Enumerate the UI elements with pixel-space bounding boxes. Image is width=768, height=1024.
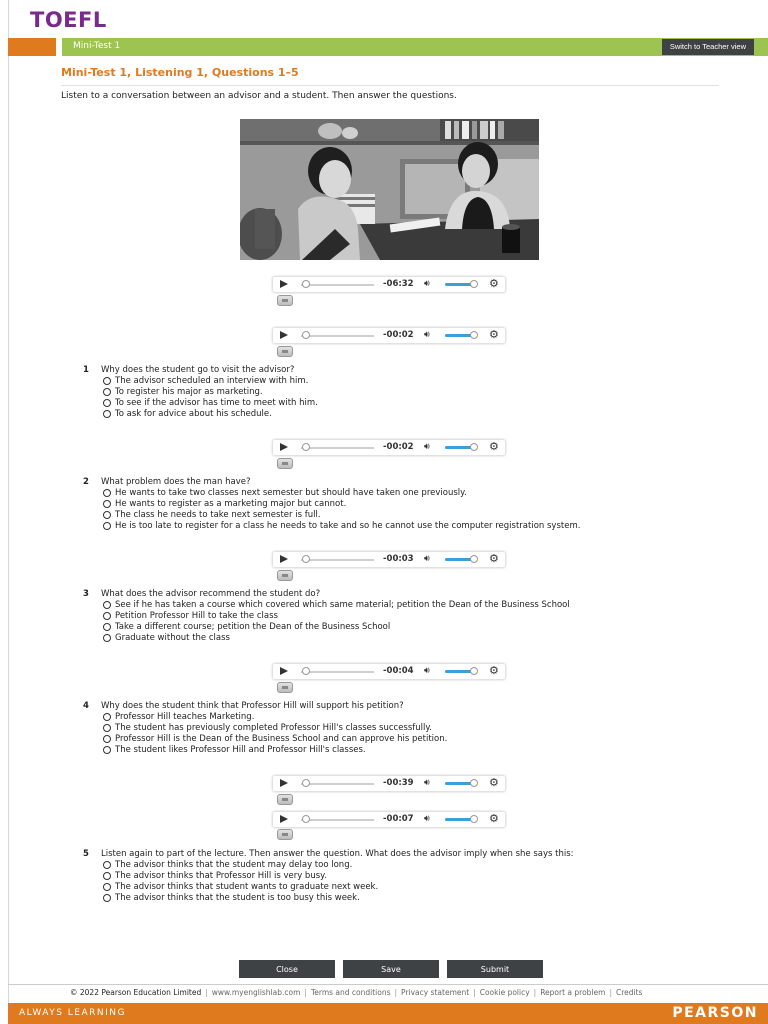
radio-button[interactable] <box>103 601 111 609</box>
photo-illustration <box>240 119 539 260</box>
radio-button[interactable] <box>103 623 111 631</box>
answer-option[interactable]: To ask for advice about his schedule. <box>103 409 272 419</box>
answer-option[interactable]: To see if the advisor has time to meet with him. <box>103 398 318 408</box>
time-remaining: -00:39 <box>383 778 414 788</box>
time-remaining: -00:07 <box>383 814 414 824</box>
audio-player <box>273 328 505 343</box>
separator: | <box>609 988 612 997</box>
answer-option[interactable]: Petition Professor Hill to take the class <box>103 611 278 621</box>
question-stem: What problem does the man have? <box>101 477 251 487</box>
gear-icon[interactable]: ⚙ <box>489 328 499 341</box>
question-stem: Why does the student think that Professor Hill will support his petition? <box>101 701 404 711</box>
audio-player <box>273 552 505 567</box>
answer-option[interactable]: Professor Hill teaches Marketing. <box>103 712 254 722</box>
transcript-toggle-button[interactable] <box>277 682 293 693</box>
instructions: Listen to a conversation between an advisor and a student. Then answer the questions. <box>61 91 457 101</box>
gear-icon[interactable]: ⚙ <box>489 277 499 290</box>
volume-handle[interactable] <box>470 667 478 675</box>
separator: | <box>394 988 398 997</box>
toefl-logo: TOEFL <box>30 8 107 32</box>
transcript-toggle-button[interactable] <box>277 458 293 469</box>
radio-button[interactable] <box>103 746 111 754</box>
question-stem: Why does the student go to visit the advisor? <box>101 365 295 375</box>
footer-links <box>70 988 642 997</box>
answer-option[interactable]: The advisor thinks that Professor Hill is very busy. <box>103 871 327 881</box>
answer-option[interactable]: The student likes Professor Hill and Professor Hill's classes. <box>103 745 366 755</box>
volume-icon[interactable]: 🔊︎ <box>424 442 430 452</box>
footer-link-myenglishlab[interactable]: www.myenglishlab.com <box>211 988 301 997</box>
radio-button[interactable] <box>103 388 111 396</box>
radio-button[interactable] <box>103 377 111 385</box>
radio-button[interactable] <box>103 500 111 508</box>
answer-option[interactable]: To register his major as marketing. <box>103 387 263 397</box>
footer-link-report-problem[interactable]: Report a problem <box>540 988 606 997</box>
time-remaining: -00:02 <box>383 442 414 452</box>
radio-button[interactable] <box>103 883 111 891</box>
audio-player <box>273 664 505 679</box>
radio-button[interactable] <box>103 399 111 407</box>
seek-track[interactable] <box>301 819 374 821</box>
footer-link-cookie-policy[interactable]: Cookie policy <box>479 988 530 997</box>
volume-icon[interactable]: 🔊︎ <box>424 330 430 340</box>
radio-button[interactable] <box>103 410 111 418</box>
transcript-toggle-button[interactable] <box>277 570 293 581</box>
play-icon[interactable] <box>280 280 288 288</box>
audio-player <box>273 440 505 455</box>
audio-player <box>273 812 505 827</box>
radio-button[interactable] <box>103 489 111 497</box>
volume-icon[interactable]: 🔊︎ <box>424 814 430 824</box>
tagline: ALWAYS LEARNING <box>19 1008 126 1018</box>
question-stem: Listen again to part of the lecture. Then answer the question. What does the advisor imply when she says this: <box>101 849 574 859</box>
volume-handle[interactable] <box>470 331 478 339</box>
answer-option[interactable]: The advisor scheduled an interview with him. <box>103 376 308 386</box>
volume-icon[interactable]: 🔊︎ <box>424 778 430 788</box>
brand-bar <box>8 1003 768 1024</box>
time-remaining: -00:02 <box>383 330 414 340</box>
seek-track[interactable] <box>301 284 374 286</box>
save-button[interactable]: Save <box>343 960 439 978</box>
seek-track[interactable] <box>301 783 374 785</box>
question-number: 5 <box>83 849 89 859</box>
transcript-toggle-button[interactable] <box>277 829 293 840</box>
answer-option[interactable]: Take a different course; petition the Dean of the Business School <box>103 622 390 632</box>
answer-option[interactable]: The advisor thinks that the student is too busy this week. <box>103 893 360 903</box>
footer-divider <box>8 984 768 985</box>
answer-option[interactable]: The advisor thinks that student wants to graduate next week. <box>103 882 378 892</box>
footer-link-privacy[interactable]: Privacy statement <box>401 988 470 997</box>
title-bar-orange-block <box>8 38 56 56</box>
radio-button[interactable] <box>103 612 111 620</box>
volume-icon[interactable]: 🔊︎ <box>424 666 430 676</box>
gear-icon[interactable]: ⚙ <box>489 440 499 453</box>
answer-option[interactable]: He is too late to register for a class he needs to take and so he cannot use the computer registration system. <box>103 521 580 531</box>
transcript-toggle-button[interactable] <box>277 346 293 357</box>
answer-option[interactable]: He wants to take two classes next semester but should have taken one previously. <box>103 488 467 498</box>
radio-button[interactable] <box>103 894 111 902</box>
answer-option[interactable]: The student has previously completed Professor Hill's classes successfully. <box>103 723 432 733</box>
separator: | <box>205 988 208 997</box>
advisor-student-photo <box>240 119 539 260</box>
transcript-toggle-button[interactable] <box>277 295 293 306</box>
radio-button[interactable] <box>103 724 111 732</box>
seek-handle[interactable] <box>302 779 310 787</box>
radio-button[interactable] <box>103 713 111 721</box>
answer-option[interactable]: The advisor thinks that the student may delay too long. <box>103 860 352 870</box>
footer-link-terms[interactable]: Terms and conditions <box>310 988 391 997</box>
gear-icon[interactable]: ⚙ <box>489 552 499 565</box>
time-remaining: -06:32 <box>383 279 414 289</box>
title-bar <box>8 38 768 56</box>
seek-handle[interactable] <box>302 815 310 823</box>
seek-track[interactable] <box>301 447 374 449</box>
answer-option[interactable]: Professor Hill is the Dean of the Business School and can approve his petition. <box>103 734 447 744</box>
page-left-border <box>8 0 9 1024</box>
play-icon[interactable] <box>280 443 288 451</box>
switch-to-teacher-view-button[interactable]: Switch to Teacher view <box>662 39 754 55</box>
question-stem: What does the advisor recommend the student do? <box>101 589 321 599</box>
play-icon[interactable] <box>280 779 288 787</box>
footer-link-credits[interactable]: Credits <box>615 988 643 997</box>
transcript-toggle-button[interactable] <box>277 794 293 805</box>
answer-option[interactable]: The class he needs to take next semester is full. <box>103 510 321 520</box>
gear-icon[interactable]: ⚙ <box>489 812 499 825</box>
volume-handle[interactable] <box>470 280 478 288</box>
radio-button[interactable] <box>103 735 111 743</box>
volume-icon[interactable]: 🔊︎ <box>424 554 430 564</box>
title-bar-green <box>62 38 768 56</box>
volume-handle[interactable] <box>470 443 478 451</box>
play-icon[interactable] <box>280 555 288 563</box>
separator: | <box>533 988 537 997</box>
seek-track[interactable] <box>301 671 374 673</box>
seek-handle[interactable] <box>302 443 310 451</box>
play-icon[interactable] <box>280 667 288 675</box>
gear-icon[interactable]: ⚙ <box>489 776 499 789</box>
seek-track[interactable] <box>301 335 374 337</box>
time-remaining: -00:03 <box>383 554 414 564</box>
radio-button[interactable] <box>103 861 111 869</box>
gear-icon[interactable]: ⚙ <box>489 664 499 677</box>
separator: | <box>473 988 476 997</box>
seek-handle[interactable] <box>302 667 310 675</box>
answer-option[interactable]: Graduate without the class <box>103 633 230 643</box>
volume-handle[interactable] <box>470 555 478 563</box>
pearson-logo: PEARSON <box>672 1005 758 1021</box>
submit-button[interactable]: Submit <box>447 960 543 978</box>
volume-icon[interactable]: 🔊︎ <box>424 279 430 289</box>
question-number: 4 <box>83 701 89 711</box>
section-title: Mini-Test 1, Listening 1, Questions 1–5 <box>61 66 299 79</box>
time-remaining: -00:04 <box>383 666 414 676</box>
separator: | <box>304 988 307 997</box>
volume-handle[interactable] <box>470 779 478 787</box>
seek-handle[interactable] <box>302 280 310 288</box>
question-number: 1 <box>83 365 89 375</box>
radio-button[interactable] <box>103 522 111 530</box>
audio-player <box>273 776 505 791</box>
answer-option[interactable]: He wants to register as a marketing major but cannot. <box>103 499 346 509</box>
divider <box>61 85 719 86</box>
seek-track[interactable] <box>301 559 374 561</box>
answer-option[interactable]: See if he has taken a course which covered which same material; petition the Dean of the Business School <box>103 600 570 610</box>
radio-button[interactable] <box>103 872 111 880</box>
seek-handle[interactable] <box>302 555 310 563</box>
volume-handle[interactable] <box>470 815 478 823</box>
test-name: Mini-Test 1 <box>73 41 121 51</box>
play-icon[interactable] <box>280 331 288 339</box>
seek-handle[interactable] <box>302 331 310 339</box>
radio-button[interactable] <box>103 634 111 642</box>
question-number: 3 <box>83 589 89 599</box>
audio-player <box>273 277 505 292</box>
question-number: 2 <box>83 477 89 487</box>
copyright: © 2022 Pearson Education Limited <box>70 988 202 997</box>
play-icon[interactable] <box>280 815 288 823</box>
radio-button[interactable] <box>103 511 111 519</box>
close-button[interactable]: Close <box>239 960 335 978</box>
action-buttons <box>239 960 543 978</box>
